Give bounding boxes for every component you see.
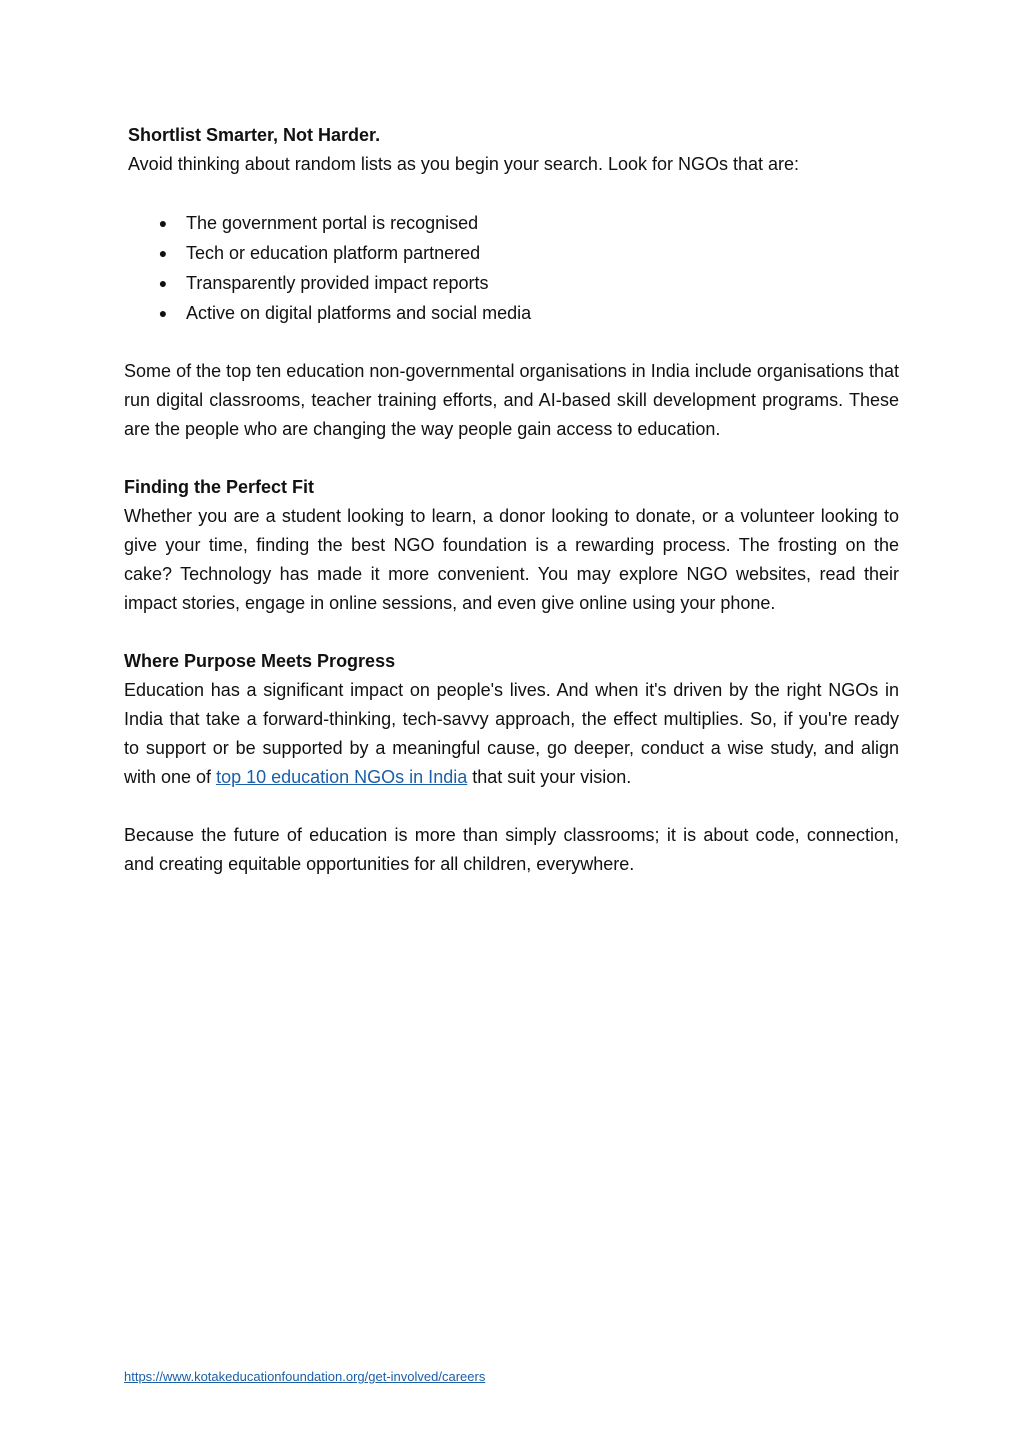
section-intro-shortlist: Avoid thinking about random lists as you begin your search. Look for NGOs that are: (128, 154, 800, 174)
list-item-text: Active on digital platforms and social media (186, 303, 532, 323)
bullet-dot-icon: ● (158, 245, 168, 261)
top-ngos-link[interactable]: top 10 education NGOs in India (216, 767, 468, 787)
bullet-dot-icon: ● (158, 305, 168, 321)
paragraph-perfect-fit: Whether you are a student looking to learn, a donor looking to donate, or a volunteer looking to give your time, finding the best NGO foundation is a rewarding process. The frosting on the cake? Technology has made it more convenient. You may explore NGO websites, read their impact stories, engage in online sessions, and even give online using your phone. (124, 506, 899, 613)
criteria-list (124, 208, 899, 328)
section-heading-purpose: Where Purpose Meets Progress (124, 651, 396, 671)
paragraph-top-ngos: Some of the top ten education non-governmental organisations in India include organisations that run digital classrooms, teacher training efforts, and AI-based skill development programs. These are the people who are changing the way people gain access to education. (124, 361, 899, 439)
paragraph-purpose-tail: that suit your vision. (467, 767, 632, 787)
list-item (158, 298, 899, 328)
list-item-text: Transparently provided impact reports (186, 273, 489, 293)
spacer (124, 179, 899, 208)
bullet-dot-icon: ● (158, 275, 168, 291)
list-item (158, 238, 899, 268)
section-heading-perfect-fit: Finding the Perfect Fit (124, 477, 315, 497)
spacer (124, 618, 899, 647)
footer-url-link[interactable]: https://www.kotakeducationfoundation.org/get-involved/careers (124, 1369, 486, 1384)
spacer (124, 444, 899, 473)
list-item-text: Tech or education platform partnered (186, 243, 481, 263)
section-heading-shortlist: Shortlist Smarter, Not Harder. (128, 125, 381, 145)
spacer (124, 328, 899, 357)
document-body (124, 121, 899, 879)
paragraph-purpose-text: Education has a significant impact on people's lives. And when it's driven by the right NGOs in India that take a forward-thinking, tech-savvy approach, the effect multiplies. So, if you're ready to support or be supported by a meaningful cause, go deeper, conduct a wise study, and align with one of (124, 680, 899, 787)
spacer (124, 792, 899, 821)
list-item-text: The government portal is recognised (186, 213, 479, 233)
paragraph-purpose (124, 676, 899, 792)
list-item (158, 268, 899, 298)
bullet-dot-icon: ● (158, 215, 168, 231)
paragraph-closing: Because the future of education is more than simply classrooms; it is about code, connection, and creating equitable opportunities for all children, everywhere. (124, 825, 899, 874)
list-item (158, 208, 899, 238)
